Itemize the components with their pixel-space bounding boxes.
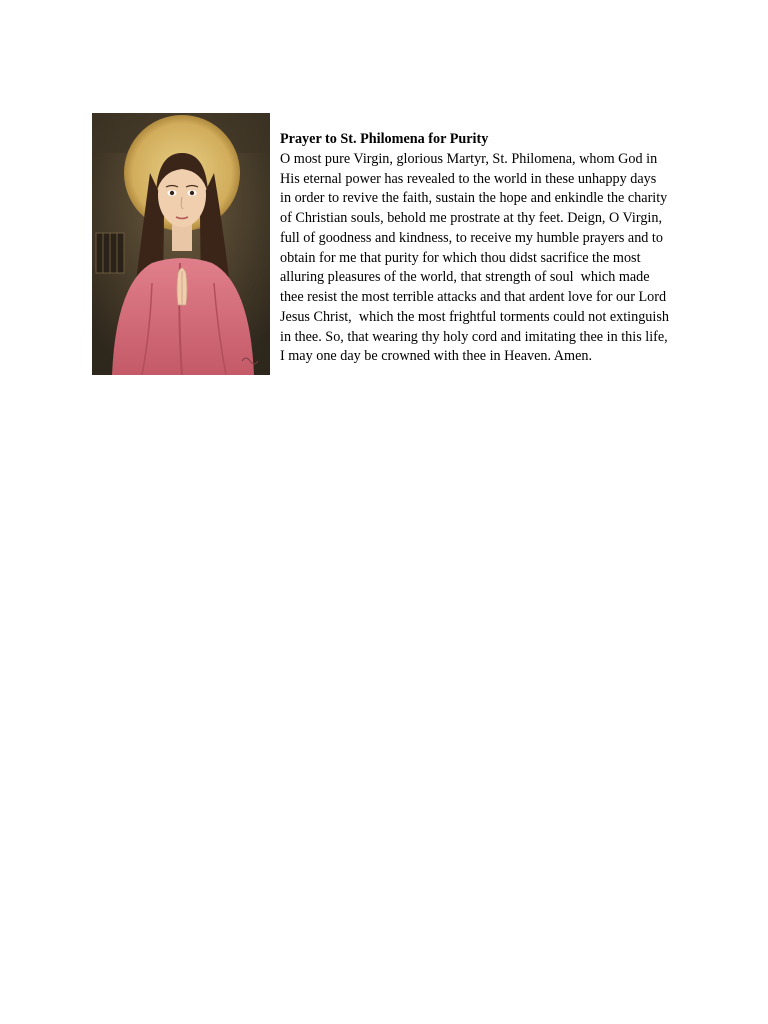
- prayer-line: in order to revive the faith, sustain the hope and enkindle the charity: [280, 190, 668, 207]
- prayer-title: Prayer to St. Philomena for Purity: [280, 131, 489, 147]
- painting-illustration: [92, 113, 270, 375]
- prayer-line: obtain for me that purity for which thou didst sacrifice the most: [280, 249, 641, 266]
- prayer-line: in thee. So, that wearing thy holy cord and imitating thee in this life,: [280, 328, 668, 345]
- prayer-line: alluring pleasures of the world, that strength of soul which made: [280, 269, 650, 286]
- prayer-text-block: [280, 130, 690, 367]
- prayer-line: full of goodness and kindness, to receive my humble prayers and to: [280, 229, 663, 246]
- prayer-line: Jesus Christ, which the most frightful torments could not extinguish: [280, 308, 669, 325]
- prayer-line: His eternal power has revealed to the world in these unhappy days: [280, 170, 657, 187]
- prayer-line: of Christian souls, behold me prostrate at thy feet. Deign, O Virgin,: [280, 210, 663, 226]
- prayer-line: thee resist the most terrible attacks and that ardent love for our Lord: [280, 289, 667, 305]
- prayer-line: O most pure Virgin, glorious Martyr, St. Philomena, whom God in: [280, 150, 658, 167]
- saint-philomena-painting: [92, 113, 270, 375]
- prayer-line: I may one day be crowned with thee in Heaven. Amen.: [280, 348, 593, 365]
